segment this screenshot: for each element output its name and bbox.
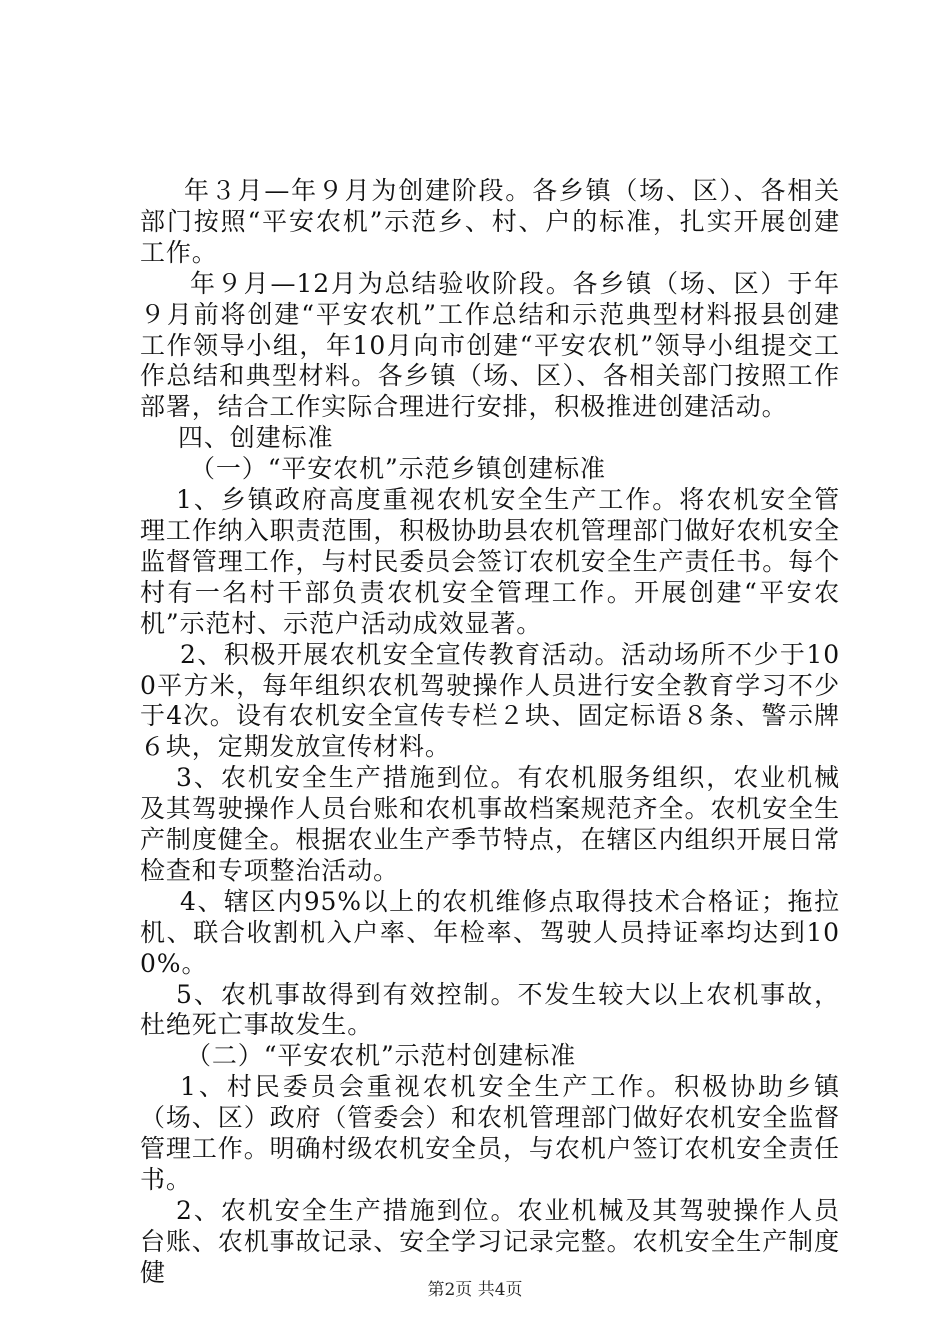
subsection-heading-village: （二）“平安农机”示范村创建标准 [186, 1041, 576, 1071]
paragraph-village-item-1: 1、村民委员会重视农机安全生产工作。积极协助乡镇（场、区）政府（管委会）和农机管理部门做好农机安全监督管理工作。明确村级农机安全员，与农机户签订农机安全责任书。 [140, 1072, 840, 1194]
paragraph-creation-phase: 年３月—年９月为创建阶段。各乡镇（场、区）、各相关部门按照“平安农机”示范乡、村、户的标准，扎实开展创建工作。 [140, 176, 840, 267]
paragraph-township-item-5: 5、农机事故得到有效控制。不发生较大以上农机事故，杜绝死亡事故发生。 [140, 979, 840, 1040]
document-body [140, 176, 840, 1289]
subsection-heading-township: （一）“平安农机”示范乡镇创建标准 [190, 454, 606, 484]
page-number-footer: 第2页 共4页 [427, 1280, 523, 1300]
paragraph-village-item-2: 2、农机安全生产措施到位。农业机械及其驾驶操作人员台账、农机事故记录、安全学习记录完整。农机安全生产制度健 [140, 1195, 840, 1287]
paragraph-township-item-1: 1、乡镇政府高度重视农机安全生产工作。将农机安全管理工作纳入职责范围，积极协助县农机管理部门做好农机安全监督管理工作，与村民委员会签订农机安全生产责任书。每个村有一名村干部负责农机安全管理工作。开展创建“平安农机”示范村、示范户活动成效显著。 [140, 485, 840, 638]
section-heading-standards: 四、创建标准 [178, 423, 334, 453]
paragraph-township-item-3: 3、农机安全生产措施到位。有农机服务组织，农业机械及其驾驶操作人员台账和农机事故档案规范齐全。农机安全生产制度健全。根据农业生产季节特点，在辖区内组织开展日常检查和专项整治活动。 [140, 763, 840, 885]
paragraph-acceptance-phase: 年９月—12月为总结验收阶段。各乡镇（场、区）于年９月前将创建“平安农机”工作总结和示范典型材料报县创建工作领导小组，年10月向市创建“平安农机”领导小组提交工作总结和典型材料。各乡镇（场、区）、各相关部门按照工作部署，结合工作实际合理进行安排，积极推进创建活动。 [140, 268, 840, 422]
paragraph-township-item-2: 2、积极开展农机安全宣传教育活动。活动场所不少于100平方米，每年组织农机驾驶操作人员进行安全教育学习不少于4次。设有农机安全宣传专栏２块、固定标语８条、警示牌６块，定期发放宣传材料。 [140, 639, 840, 762]
paragraph-township-item-4: 4、辖区内95%以上的农机维修点取得技术合格证；拖拉机、联合收割机入户率、年检率、驾驶人员持证率均达到100%。 [140, 886, 840, 978]
